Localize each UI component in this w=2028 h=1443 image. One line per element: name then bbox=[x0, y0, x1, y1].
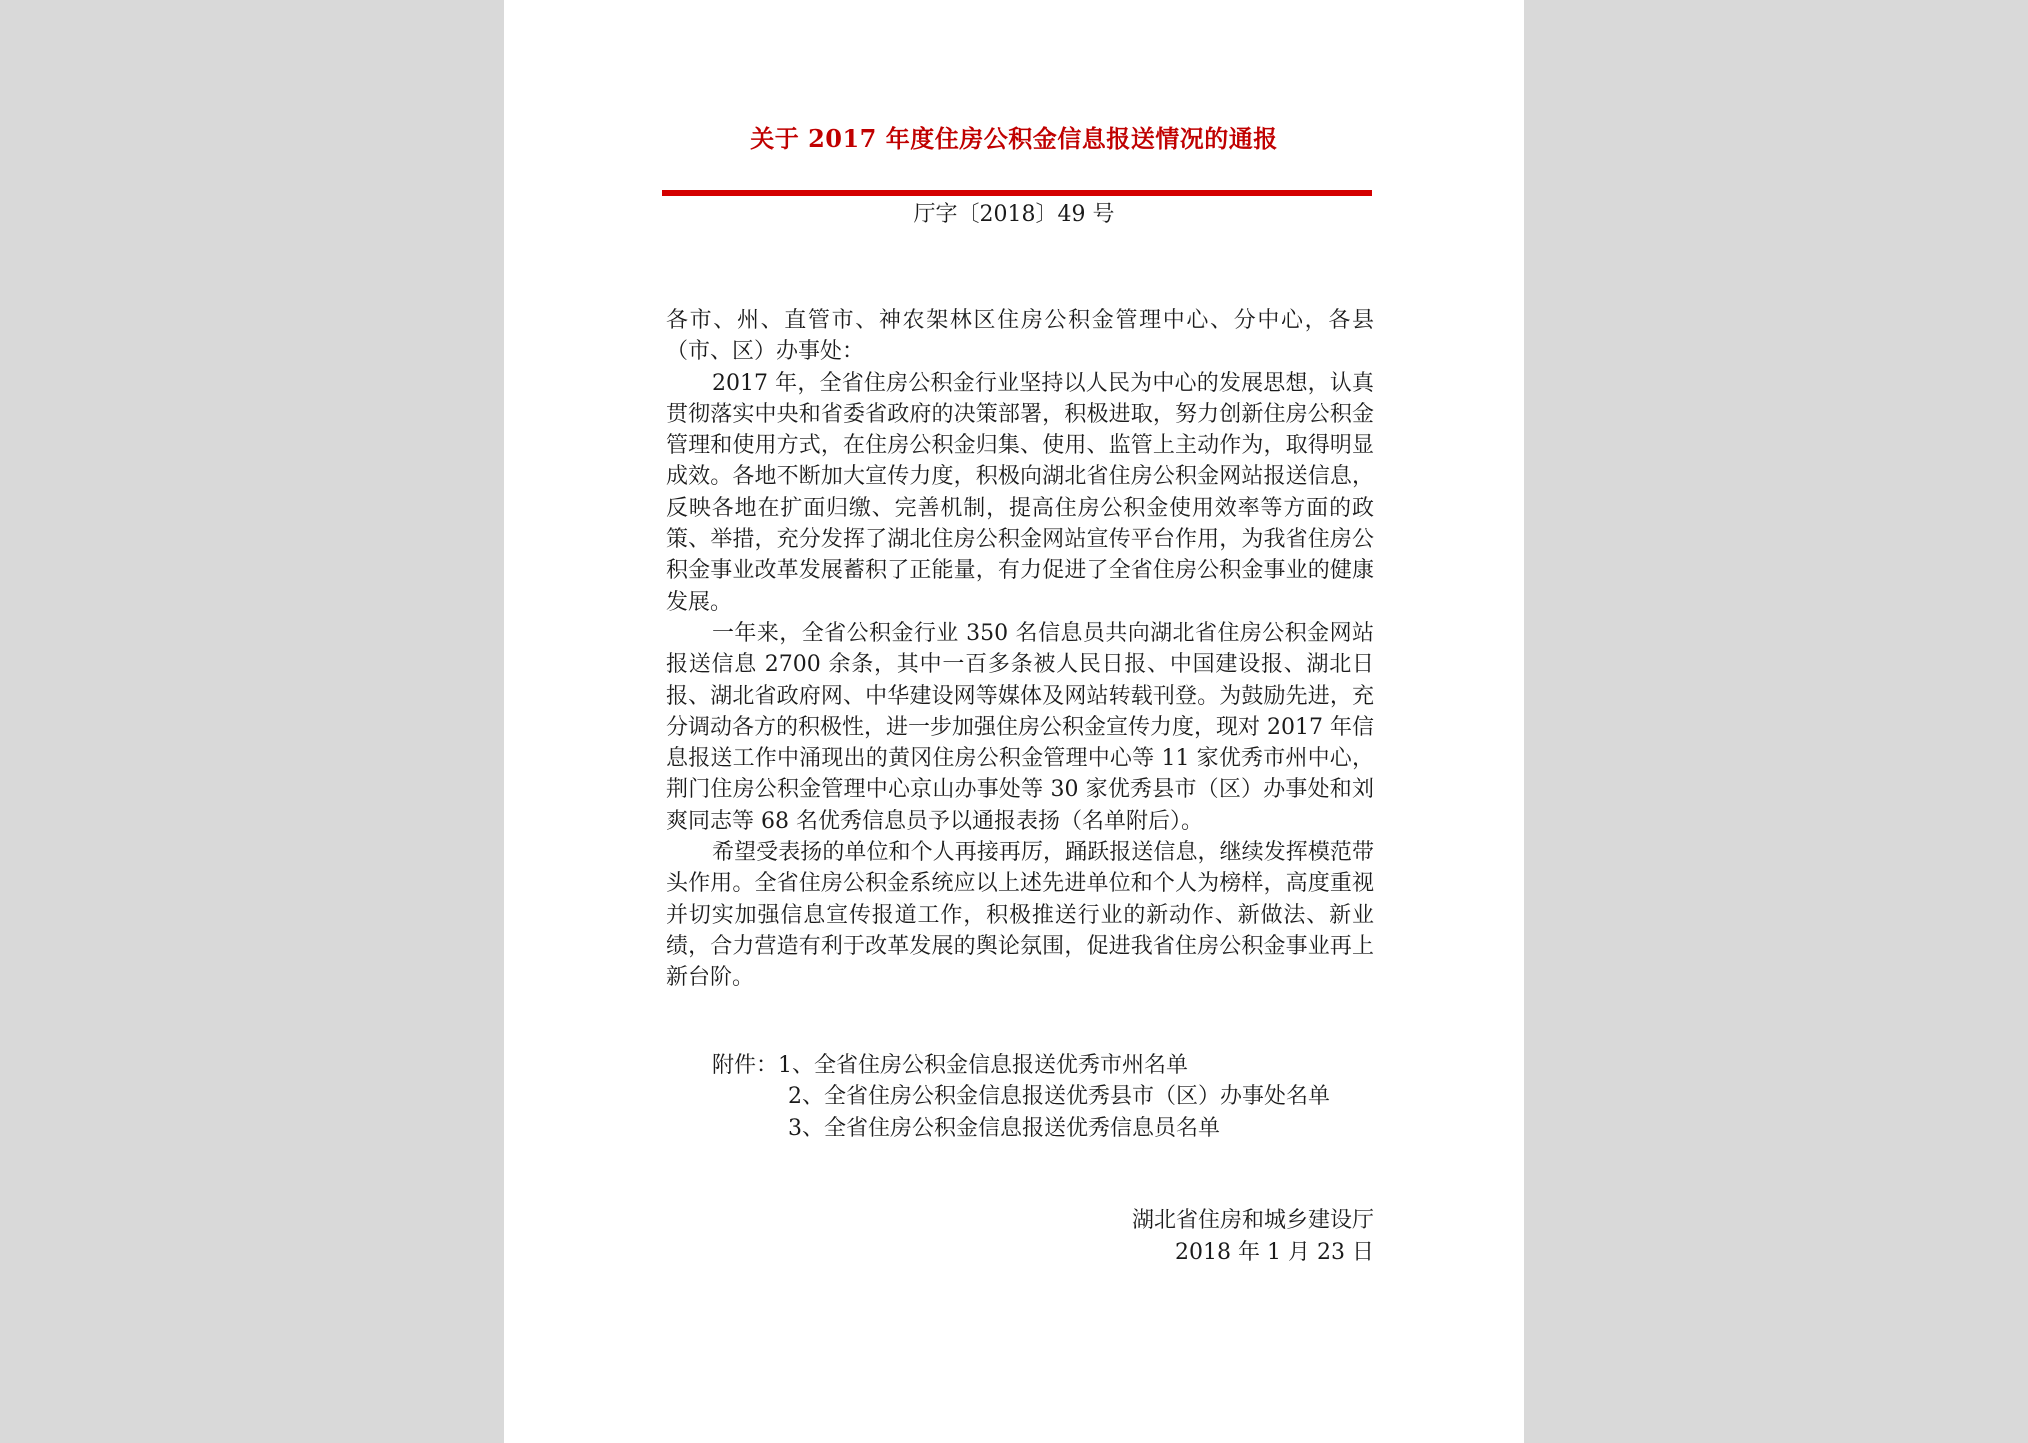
salutation: 各市、州、直管市、神农架林区住房公积金管理中心、分中心，各县（市、区）办事处： bbox=[666, 308, 1374, 365]
attachment-item-3: 3、全省住房公积金信息报送优秀信息员名单 bbox=[788, 1115, 1220, 1141]
document-page bbox=[504, 0, 1524, 1443]
attachment-item-1: 附件：1、全省住房公积金信息报送优秀市州名单 bbox=[712, 1053, 1188, 1078]
document-body bbox=[666, 305, 1374, 994]
document-title: 关于 2017 年度住房公积金信息报送情况的通报 bbox=[750, 124, 1278, 153]
document-number: 厅字〔2018〕49 号 bbox=[913, 202, 1115, 227]
paragraph-2: 一年来，全省公积金行业 350 名信息员共向湖北省住房公积金网站报送信息 2700 余条，其中一百多条被人民日报、中国建设报、湖北日报、湖北省政府网、中华建设网等媒体及网站转载刊登。为鼓励先进，充分调动各方的积极性，进一步加强住房公积金宣传力度，现对 2017 年信息报送工作中涌现出的黄冈住房公积金管理中心等 11 家优秀市州中心，荆门住房公积金管理中心京山办事处等 30 家优秀县市（区）办事处和刘爽同志等 68 名优秀信息员予以通报表扬（名单附后）。 bbox=[666, 620, 1374, 834]
signature-block bbox=[1132, 1205, 1374, 1269]
attachment-item-2: 2、全省住房公积金信息报送优秀县市（区）办事处名单 bbox=[788, 1084, 1330, 1110]
issue-date: 2018 年 1 月 23 日 bbox=[1175, 1240, 1374, 1265]
red-header-rule bbox=[662, 190, 1372, 196]
issuer-name: 湖北省住房和城乡建设厅 bbox=[1131, 1208, 1374, 1233]
attachments-list bbox=[666, 1050, 1374, 1144]
paragraph-1: 2017 年，全省住房公积金行业坚持以人民为中心的发展思想，认真贯彻落实中央和省委省政府的决策部署，积极进取，努力创新住房公积金管理和使用方式，在住房公积金归集、使用、监管上主动作为，取得明显成效。各地不断加大宣传力度，积极向湖北省住房公积金网站报送信息，反映各地在扩面归缴、完善机制，提高住房公积金使用效率等方面的政策、举措，充分发挥了湖北住房公积金网站宣传平台作用，为我省住房公积金事业改革发展蓄积了正能量，有力促进了全省住房公积金事业的健康发展。 bbox=[666, 370, 1374, 615]
paragraph-3: 希望受表扬的单位和个人再接再厉，踊跃报送信息，继续发挥模范带头作用。全省住房公积金系统应以上述先进单位和个人为榜样，高度重视并切实加强信息宣传报道工作，积极推送行业的新动作、新做法、新业绩，合力营造有利于改革发展的舆论氛围，促进我省住房公积金事业再上新台阶。 bbox=[666, 840, 1374, 991]
